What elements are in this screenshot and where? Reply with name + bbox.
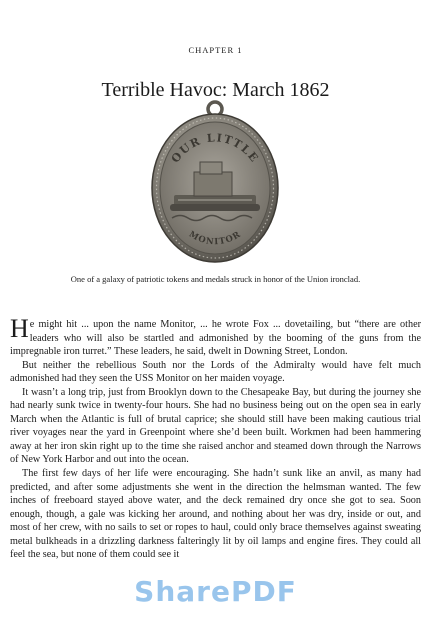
chapter-title: Terrible Havoc: March 1862 <box>101 79 330 102</box>
medal-top-legend: OUR LITTLE <box>168 131 262 166</box>
paragraph-1 <box>10 314 421 359</box>
figure-caption: One of a galaxy of patriotic tokens and medals struck in honor of the Union ironclad. <box>70 274 361 284</box>
paragraph-2: But neither the rebellious South nor the Lords of the Admiralty would have felt much admonished had they seen the USS Monitor on her maiden voyage. <box>10 359 421 385</box>
watermark-text: SharePDF <box>134 574 297 608</box>
medal-bottom-legend: MONITOR <box>186 229 244 248</box>
paragraph-3: It wasn’t a long trip, just from Brooklyn down to the Chesapeake Bay, but during the journey she had nearly sunk twice in twenty-four hours. She had no business being out on the open sea in early March when the Atlantic is full of brutal caprice; she should still have been making cautious trial river voyages near the yard in Greenpoint where she’d been built. Workmen had been hammering away at her iron skin right up to the time she raised anchor and steamed down through the Narrows of New York Harbor and out into the ocean. <box>10 386 421 466</box>
chapter-label: CHAPTER 1 <box>188 45 243 55</box>
body-text <box>10 314 421 562</box>
paragraph-1-text: e might hit ... upon the name Monitor, ... he wrote Fox ... dovetailing, but “there are other leaders who will also be startled and admonished by the booming of the guns from the impregnable iron turret.” These leaders, he said, dwelt in Downing Street, London. <box>10 319 421 358</box>
drop-cap: H <box>10 314 29 343</box>
paragraph-4: The first few days of her life were encouraging. She hadn’t sunk like an anvil, as many had predicted, and after some adjustments she went in the direction the helmsman wanted. The few inches of freeboard stayed above water, and the deck remained dry once she got to sea. Soon enough, though, a gale was kicking her around, and nothing about her was dry, inside or out, and most of her crew, with no sails to set or ropes to haul, could only brace themselves against sweating metal bulkheads in a drizzling darkness falteringly lit by oil lamps and engine fires. They could all feel the sea, but none of them could see it <box>10 468 421 561</box>
watermark <box>0 562 431 620</box>
monitor-medal-icon <box>148 100 282 266</box>
medal-image <box>148 100 282 266</box>
